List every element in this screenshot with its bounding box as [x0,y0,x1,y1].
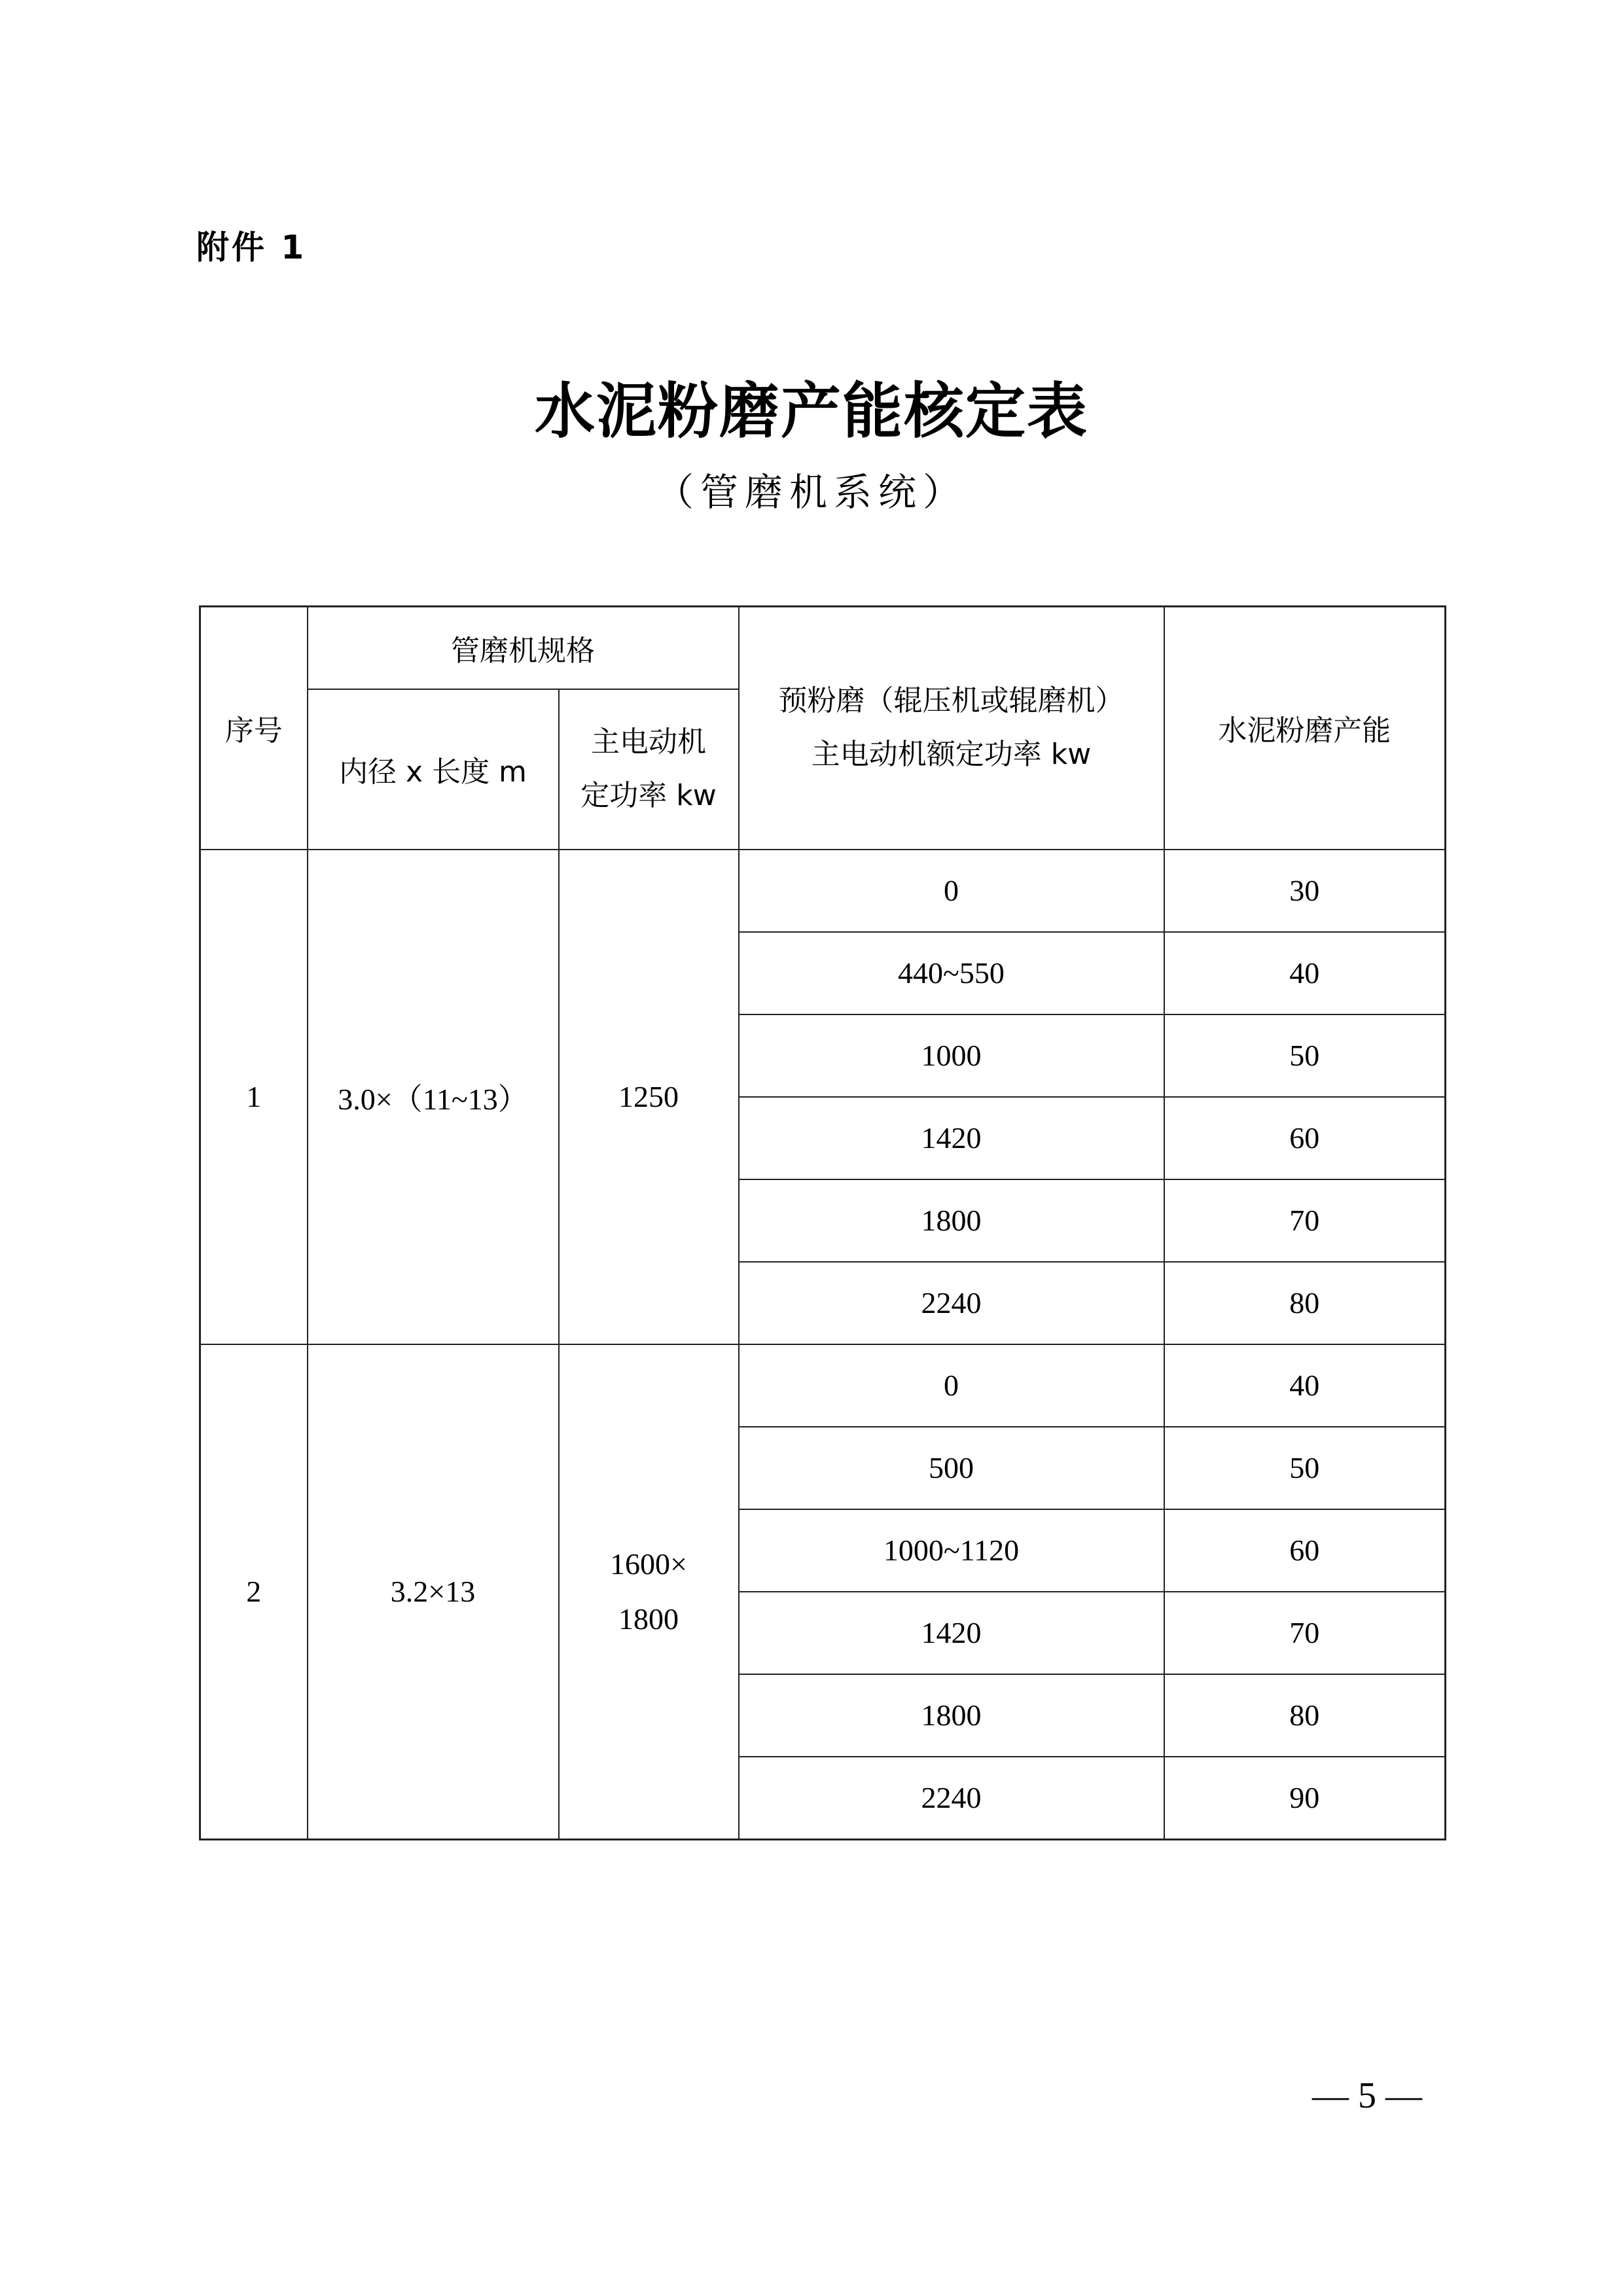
cell-pregrind-power: 440~550 [739,932,1164,1014]
cell-pregrind-power: 1800 [739,1179,1164,1262]
attachment-label: 附件 1 [196,228,307,266]
cell-capacity: 80 [1164,1674,1446,1757]
cell-motor-power [559,1344,739,1840]
header-capacity: 水泥粉磨产能 [1164,607,1446,850]
cell-capacity: 70 [1164,1592,1446,1674]
header-pregrind-line2: 主电动机额定功率 kw [811,738,1092,772]
cell-pregrind-power: 1420 [739,1097,1164,1179]
header-pregrind-line1: 预粉磨（辊压机或辊磨机） [778,684,1124,718]
cell-capacity: 70 [1164,1179,1446,1262]
cell-motor-power [559,850,739,1344]
cell-size: 3.2×13 [308,1344,559,1840]
cell-pregrind-power: 2240 [739,1757,1164,1840]
cell-capacity: 40 [1164,1344,1446,1427]
cell-pregrind-power: 1000~1120 [739,1509,1164,1592]
cell-capacity: 30 [1164,850,1446,932]
table-row [200,850,1446,932]
header-seq: 序号 [200,607,308,850]
cell-seq: 1 [200,850,308,1344]
capacity-table [199,605,1446,1840]
header-main-motor-line2: 定功率 kw [580,779,717,812]
cell-pregrind-power: 500 [739,1427,1164,1509]
motor-power-line2: 1800 [618,1602,679,1636]
page-number: — 5 — [1312,2075,1422,2116]
cell-capacity: 50 [1164,1014,1446,1097]
header-inner-diameter-length: 内径 x 长度 m [308,689,559,850]
cell-capacity: 90 [1164,1757,1446,1840]
header-tube-mill-spec: 管磨机规格 [308,607,739,689]
cell-pregrind-power: 0 [739,850,1164,932]
cell-capacity: 60 [1164,1097,1446,1179]
cell-pregrind-power: 1800 [739,1674,1164,1757]
cell-capacity: 50 [1164,1427,1446,1509]
cell-size: 3.0×（11~13） [308,850,559,1344]
cell-pregrind-power: 1000 [739,1014,1164,1097]
cell-capacity: 40 [1164,932,1446,1014]
cell-capacity: 60 [1164,1509,1446,1592]
cell-pregrind-power: 1420 [739,1592,1164,1674]
table-row [200,1344,1446,1427]
cell-pregrind-power: 2240 [739,1262,1164,1344]
cell-capacity: 80 [1164,1262,1446,1344]
header-pregrind-power [739,607,1164,850]
cell-seq: 2 [200,1344,308,1840]
header-main-motor-power [559,689,739,850]
document-title: 水泥粉磨产能核定表 [534,376,1088,446]
header-main-motor-line1: 主电动机 [591,725,706,759]
motor-power-line1: 1600× [610,1547,687,1581]
document-subtitle: （管磨机系统） [655,470,967,514]
cell-pregrind-power: 0 [739,1344,1164,1427]
motor-power-line1: 1250 [618,1079,679,1113]
